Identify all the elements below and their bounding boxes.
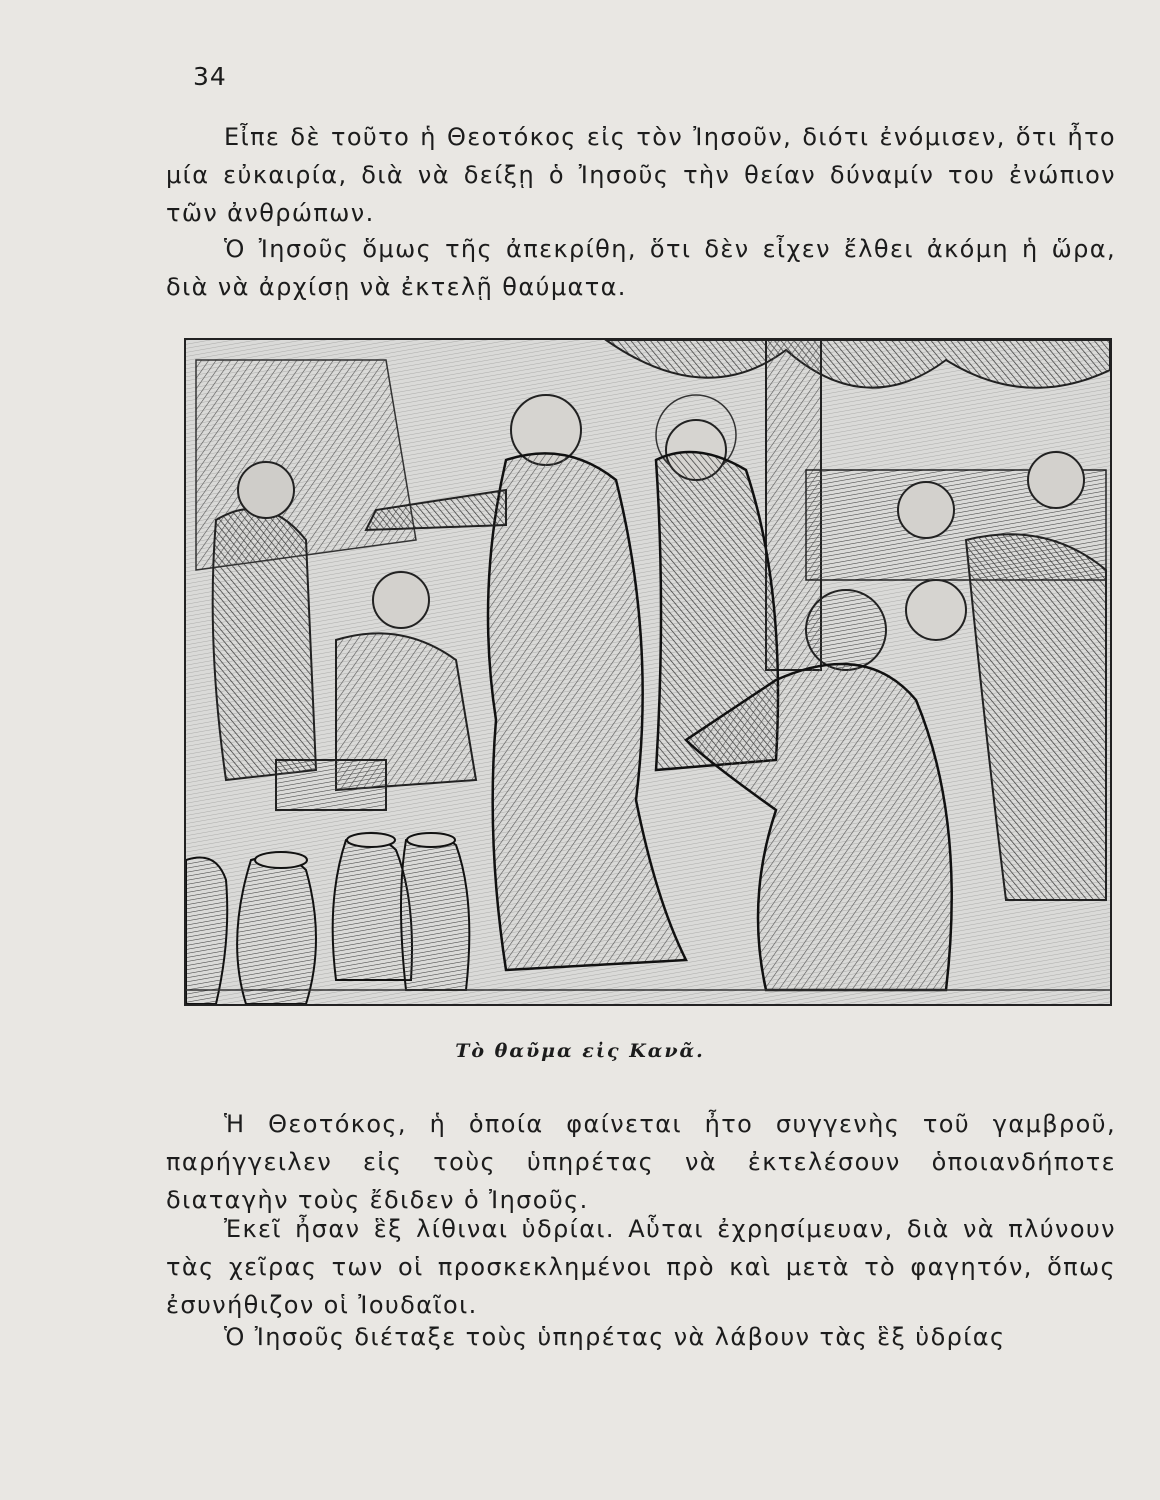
illustration-caption: Τὸ θαῦμα εἰς Κανᾶ.	[455, 1040, 705, 1062]
paragraph-2: Ὁ Ἰησοῦς ὅμως τῆς ἀπεκρίθη, ὅτι δὲν εἶχεν ἔλθει ἀκόμη ἡ ὥρα, διὰ νὰ ἀρχίσῃ νὰ ἐκτελῇ θαύματα.	[166, 235, 1116, 301]
paragraph-5: Ὁ Ἰησοῦς διέταξε τοὺς ὑπηρέτας νὰ λάβουν τὰς ἓξ ὑδρίας	[224, 1323, 1006, 1351]
page-number: 34	[193, 62, 227, 91]
engraving-illustration	[184, 338, 1112, 1006]
paragraph-1: Εἶπε δὲ τοῦτο ἡ Θεοτόκος εἰς τὸν Ἰησοῦν, διότι ἐνόμισεν, ὅτι ἦτο μία εὐκαιρία, διὰ νὰ δείξῃ ὁ Ἰησοῦς τὴν θείαν δύναμίν του ἐνώπιον τῶν ἀνθρώπων.	[166, 123, 1116, 227]
paragraph-4: Ἐκεῖ ἦσαν ἓξ λίθιναι ὑδρίαι. Αὗται ἐχρησίμευαν, διὰ νὰ πλύνουν τὰς χεῖρας των οἱ προσκεκλημένοι πρὸ καὶ μετὰ τὸ φαγητόν, ὅπως ἐσυνήθιζον οἱ Ἰουδαῖοι.	[166, 1215, 1116, 1319]
paragraph-3: Ἡ Θεοτόκος, ἡ ὁποία φαίνεται ἦτο συγγενὴς τοῦ γαμβροῦ, παρήγγειλεν εἰς τοὺς ὑπηρέτας νὰ ἐκτελέσουν ὁποιανδήποτε διαταγὴν τοὺς ἔδιδεν ὁ Ἰησοῦς.	[166, 1110, 1116, 1214]
